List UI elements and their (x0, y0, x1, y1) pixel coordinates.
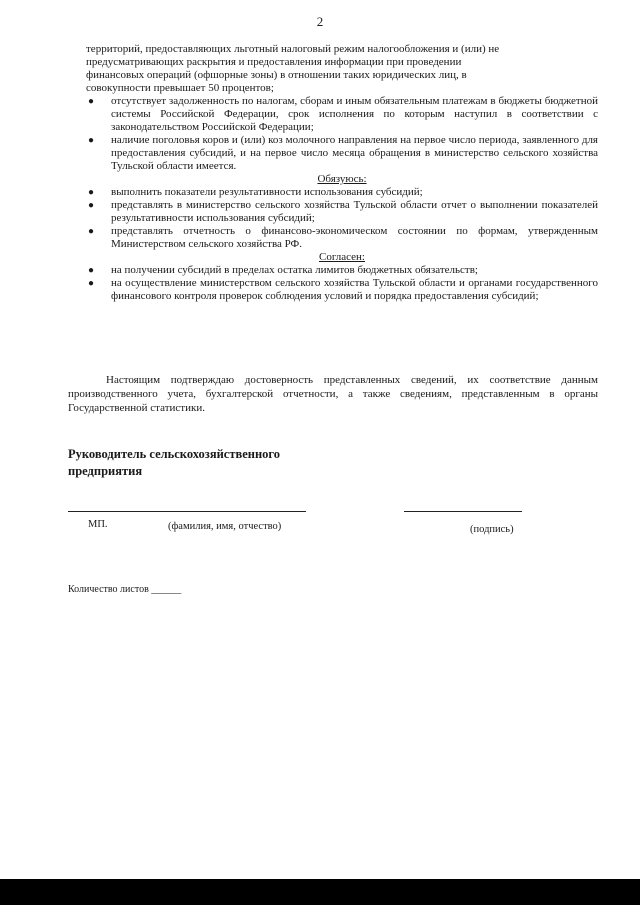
consent-list (86, 264, 598, 303)
bullet-icon: ● (88, 265, 95, 276)
intro-paragraph (86, 43, 598, 95)
signature-line (404, 511, 522, 512)
conditions-list (86, 95, 598, 173)
list-item (86, 186, 598, 199)
scan-bottom-border (0, 879, 640, 905)
bullet-icon: ● (88, 187, 95, 198)
seal-label: МП. (88, 519, 108, 530)
bullet-icon: ● (88, 200, 95, 211)
condition-text: отсутствует задолженность по налогам, сборам и иным обязательным платежам в бюджеты бюджетной системы Российской Федерации, срок исполнения по которым наступил в соответствии с законодательством Российской Федерации; (111, 95, 598, 133)
list-item (86, 264, 598, 277)
name-signature-line (68, 511, 306, 512)
list-item (86, 134, 598, 173)
intro-line: финансовых операций (офшорные зоны) в отношении таких юридических лиц, в (86, 69, 467, 81)
condition-text: наличие поголовья коров и (или) коз молочного направления на первое число периода, заявленного для предоставления субсидий, и на первое число месяца обращения в министерство сельского хозяйства Тульской области имеется. (111, 134, 598, 172)
list-item (86, 225, 598, 251)
signature-title-line: предприятия (68, 464, 143, 478)
bullet-icon: ● (88, 226, 95, 237)
name-caption: (фамилия, имя, отчество) (168, 521, 282, 532)
bullet-icon: ● (88, 135, 95, 146)
consent-text: на получении субсидий в пределах остатка лимитов бюджетных обязательств; (111, 264, 478, 276)
intro-line: предусматривающих раскрытия и предоставления информации при проведении (86, 56, 462, 68)
consent-heading: Согласен: (318, 251, 365, 263)
obligations-heading: Обязуюсь: (317, 173, 367, 185)
page-number: 2 (316, 14, 324, 29)
obligation-text: представлять в министерство сельского хозяйства Тульской области отчет о выполнении показателей результативности использования субсидий; (111, 199, 598, 224)
signature-title-line: Руководитель сельскохозяйственного (68, 447, 281, 461)
obligation-text: представлять отчетность о финансово-экономическом состоянии по формам, утвержденным Министерством сельского хозяйства РФ. (111, 225, 598, 250)
list-item (86, 277, 598, 303)
document-body (86, 43, 598, 303)
obligations-list (86, 186, 598, 251)
bullet-icon: ● (88, 96, 95, 107)
list-item (86, 199, 598, 225)
signature-title (68, 446, 280, 480)
signature-caption: (подпись) (470, 524, 514, 535)
list-item (86, 95, 598, 134)
intro-line: совокупности превышает 50 процентов; (86, 82, 274, 94)
obligation-text: выполнить показатели результативности использования субсидий; (111, 186, 423, 198)
intro-line: территорий, предоставляющих льготный налоговый режим налогообложения и (или) не (86, 43, 500, 55)
confirmation-statement: Настоящим подтверждаю достоверность представленных сведений, их соответствие данным производственного учета, бухгалтерской отчетности, а также сведениям, представленным в органы Государственной статистики. (68, 374, 598, 414)
sheets-count-label: Количество листов ______ (68, 584, 182, 595)
bullet-icon: ● (88, 278, 95, 289)
consent-text: на осуществление министерством сельского хозяйства Тульской области и органами государственного финансового контроля проверок соблюдения условий и порядка предоставления субсидий; (111, 277, 598, 302)
